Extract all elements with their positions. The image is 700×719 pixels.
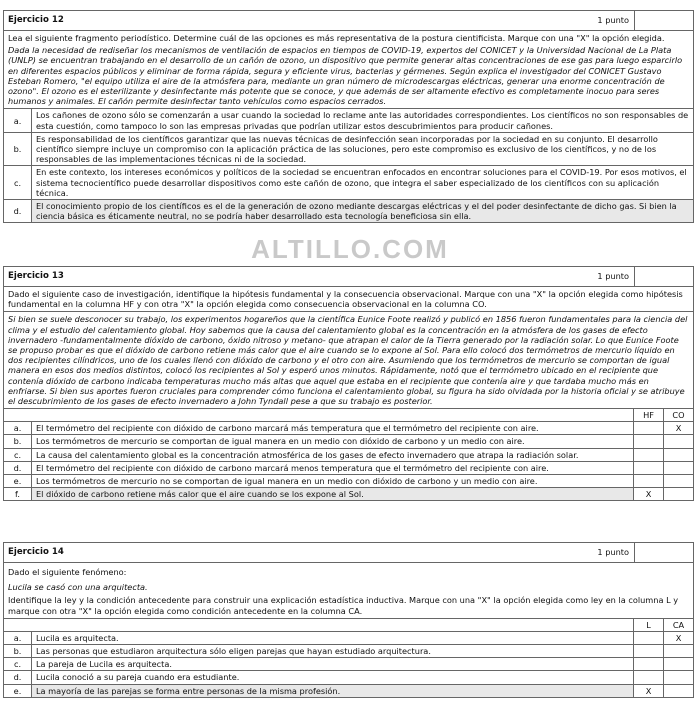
exercise-title: Ejercicio 14 (8, 547, 64, 557)
option-letter: e. (4, 475, 32, 487)
instruction: Lea el siguiente fragmento periodístico. Determine cuál de las opciones es más representativa de la postura cientificista. Marque con una "X" la opción elegida. (8, 33, 665, 43)
exercise-header (4, 11, 693, 31)
column-header-row (4, 618, 693, 631)
option-text: Los cañones de ozono sólo se comenzarán a usar cuando la sociedad lo reclame ante las autoridades correspondientes. Los científicos no son responsables de esta cuestión, como tampoco lo son las empresas privadas que podrían utilizar estos descubrimientos para producir cañones. (36, 110, 689, 131)
instruction: Identifique la ley y la condición antecedente para construir una explicación estadística inductiva. Marque con una "X" la opción elegida como ley en la columna L y marque con otra "X" la opción elegida como condición antecedente en la columna CA. (8, 595, 679, 616)
hf-cell[interactable] (633, 475, 663, 487)
options-table (4, 631, 693, 697)
options-table (4, 421, 693, 500)
option-row[interactable] (4, 200, 693, 222)
l-cell[interactable] (633, 632, 663, 644)
option-row[interactable] (4, 166, 693, 200)
option-text: Es responsabilidad de los científicos garantizar que las nuevas técnicas de desinfección sean incorporadas por la sociedad en su conjunto. El desarrollo científico siempre incluye un compromiso con la aplicación práctica de las soluciones, pero este compromiso es exclusivo de los científicos, y no de los responsables de las implementaciones técnicas ni de la sociedad. (36, 133, 658, 165)
option-row (4, 449, 693, 462)
column-header-row (4, 408, 693, 421)
option-row[interactable] (4, 133, 693, 167)
option-letter: c. (4, 449, 32, 461)
exercise-points: 1 punto (597, 15, 629, 25)
co-cell[interactable] (663, 435, 693, 447)
ca-cell[interactable]: X (663, 632, 693, 644)
score-box (634, 11, 693, 30)
option-letter: a. (4, 422, 32, 434)
options-table (4, 108, 693, 222)
option-text: El termómetro del recipiente con dióxido de carbono marcará menos temperatura que el termómetro del recipiente con aire. (36, 462, 549, 473)
ca-cell[interactable] (663, 658, 693, 670)
l-cell[interactable] (633, 671, 663, 683)
option-text: El termómetro del recipiente con dióxido de carbono marcará más temperatura que el termómetro del recipiente con aire. (36, 423, 539, 434)
l-cell[interactable] (633, 658, 663, 670)
hf-cell[interactable] (633, 422, 663, 434)
option-text: La pareja de Lucila es arquitecta. (36, 659, 173, 670)
option-letter: b. (4, 645, 32, 657)
option-text: En este contexto, los intereses económicos y políticos de la sociedad se encuentran enfocados en encontrar soluciones para el COVID-19. Por esos motivos, el sistema tecnocientífico puede desarrollar dispositivos como este cañón de ozono, que integra el saber especializado de los científicos con su aplicación técnica. (36, 167, 687, 198)
exercise-title: Ejercicio 12 (8, 15, 64, 25)
option-letter: c. (4, 166, 32, 199)
option-text: Las personas que estudiaron arquitectura sólo eligen parejas que hayan estudiado arquitectura. (36, 646, 431, 657)
ca-cell[interactable] (663, 645, 693, 657)
option-text: La causa del calentamiento global es la concentración atmosférica de los gases de efecto invernadero que atrapa la radiación solar. (36, 449, 579, 460)
hf-cell[interactable] (633, 462, 663, 474)
option-letter: a. (4, 109, 32, 131)
ca-cell[interactable] (663, 685, 693, 697)
co-cell[interactable] (663, 449, 693, 461)
watermark: ALTILLO.COM (251, 234, 449, 264)
option-letter: b. (4, 133, 32, 166)
option-text: La mayoría de las parejas se forma entre personas de la misma profesión. (32, 685, 633, 697)
exercise-13 (3, 266, 694, 501)
option-letter: d. (4, 200, 32, 222)
passage: Dada la necesidad de rediseñar los mecanismos de ventilación de espacios en tiempos de COVID-19, expertos del CONICET y la Universidad Nacional de La Plata (UNLP) se encuentran trabajando en el desarrollo de un cañón de ozono, un dispositivo que permite generar altas concentraciones de ese gas para luego esparcirlo en diferentes espacios públicos y eliminar de forma rápida, segura y eficiente virus, bacterias y gérmenes. Según explica el investigador del CONICET Gustavo Esteban Romero, "el equipo utiliza el aire de la atmósfera para, mediante un gran número de microdescargas eléctricas, generar una enorme concentración de ozono". El ozono es el esterilizante y desinfectante más potente que se conoce, y que además de ser altamente efectivo es completamente inocuo para seres humanos y animales. El cañón permite desinfectar tanto vehículos como espacios cerrados. (8, 45, 683, 107)
option-row (4, 488, 693, 500)
exercise-points: 1 punto (597, 271, 629, 281)
co-cell[interactable] (663, 462, 693, 474)
option-row (4, 462, 693, 475)
option-letter: e. (4, 685, 32, 697)
score-box (634, 543, 693, 562)
co-cell[interactable]: X (663, 422, 693, 434)
option-letter: f. (4, 488, 32, 500)
column-ca-header: CA (663, 619, 693, 631)
score-box (634, 267, 693, 286)
option-row[interactable] (4, 109, 693, 132)
column-hf-header: HF (633, 409, 663, 421)
option-row (4, 435, 693, 448)
co-cell[interactable] (663, 475, 693, 487)
option-text: Lucila es arquitecta. (36, 632, 119, 643)
phenomenon: Lucila se casó con una arquitecta. (8, 582, 148, 593)
intro: Dado el siguiente fenómeno: (8, 567, 127, 577)
instruction: Dado el siguiente caso de investigación, identifique la hipótesis fundamental y la consecuencia observacional. Marque con una "X" la opción elegida como hipótesis fundamental en la columna HF y con otra "X" la opción elegida como consecuencia observacional en la columna CO. (8, 289, 683, 310)
option-row (4, 645, 693, 658)
exercise-header (4, 267, 693, 287)
hf-cell[interactable] (633, 449, 663, 461)
option-row (4, 658, 693, 671)
l-cell[interactable]: X (633, 685, 663, 697)
column-co-header: CO (663, 409, 693, 421)
column-l-header: L (633, 619, 663, 631)
ca-cell[interactable] (663, 671, 693, 683)
exercise-14 (3, 542, 694, 698)
passage: Si bien se suele desconocer su trabajo, los experimentos hogareños que la científica Eunice Foote realizó y publicó en 1856 fueron fundamentales para la ciencia del clima y el estudio del calentamiento global. Hoy sabemos que la causa del calentamiento global es la concentración en la atmósfera de los gases de efecto invernadero -fundamentalmente dióxido de carbono, óxido nitroso y metano- que atrapan el calor de la Tierra generado por la radiación solar. Lo que Eunice Foote se propuso probar es que el dióxido de carbono retiene más calor que el aire cuando se lo expone al Sol. Para ello colocó dos termómetros de mercurio líquido en dos recipientes cilíndricos, uno de los cuales llenó con dióxido de carbono y el otro con aire. Asumiendo que los termómetros de mercurio se comportan de igual manera en esos dos medios distintos, colocó los recipientes al Sol y esperó unos minutos. Rápidamente, notó que el termómetro ubicado en el recipiente que contenía dióxido de carbono indicaba temperaturas mucho más altas que aquel que estaba en el recipiente que contenía aire y que tardaba mucho más en enfriarse. Si bien sus aportes fueron cruciales para comprender cómo funciona el calentamiento global, su figura ha sido olvidada por la historia oficial y se atribuye el descubrimiento de los gases de efecto invernadero a John Tyndall pese a que su trabajo es posterior. (4, 311, 693, 408)
option-text: Los termómetros de mercurio se comportan de igual manera en un medio con dióxido de carbono y un medio con aire. (36, 436, 525, 447)
option-row (4, 422, 693, 435)
co-cell[interactable] (663, 488, 693, 500)
option-text: El dióxido de carbono retiene más calor que el aire cuando se los expone al Sol. (32, 488, 633, 500)
option-text: El conocimiento propio de los científicos es el de la generación de ozono mediante descargas eléctricas y el del poder desinfectante de dicho gas. Si bien la ciencia básica es éticamente neutral, no se podría haber desarrollado esta tecnología beneficiosa sin ella. (32, 200, 693, 222)
exercise-header (4, 543, 693, 563)
option-text: Los termómetros de mercurio no se comportan de igual manera en un medio con dióxido de carbono y un medio con aire. (36, 476, 538, 487)
option-letter: d. (4, 671, 32, 683)
option-row (4, 632, 693, 645)
option-text: Lucila conoció a su pareja cuando era estudiante. (36, 672, 240, 683)
option-letter: c. (4, 658, 32, 670)
hf-cell[interactable] (633, 435, 663, 447)
option-letter: d. (4, 462, 32, 474)
l-cell[interactable] (633, 645, 663, 657)
exercise-points: 1 punto (597, 547, 629, 557)
option-row (4, 475, 693, 488)
hf-cell[interactable]: X (633, 488, 663, 500)
option-row (4, 685, 693, 697)
exercise-title: Ejercicio 13 (8, 271, 64, 281)
option-row (4, 671, 693, 684)
option-letter: b. (4, 435, 32, 447)
exercise-12 (3, 10, 694, 223)
option-letter: a. (4, 632, 32, 644)
